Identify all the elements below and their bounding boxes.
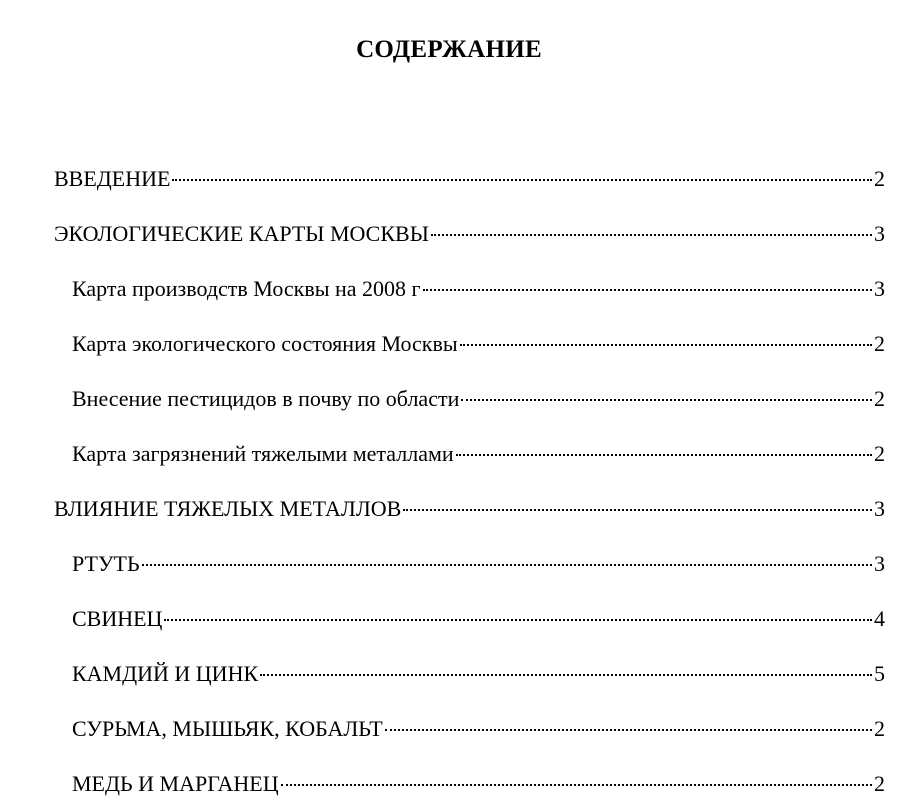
toc-entry-heavy-metals-influence[interactable] bbox=[54, 491, 885, 527]
toc-entry-pesticides[interactable] bbox=[72, 381, 885, 417]
toc-dot-leader bbox=[164, 619, 872, 621]
toc-page-number: 2 bbox=[874, 771, 885, 796]
toc-dot-leader bbox=[260, 674, 872, 676]
toc-entry-eco-maps[interactable] bbox=[54, 216, 885, 252]
toc-dot-leader bbox=[460, 344, 872, 346]
toc-page-number: 4 bbox=[874, 606, 885, 631]
toc-dot-leader bbox=[281, 784, 872, 786]
toc-entry-heavy-metal-map[interactable] bbox=[72, 436, 885, 472]
toc-entry-eco-state-map[interactable] bbox=[72, 326, 885, 362]
toc-page-number: 3 bbox=[874, 221, 885, 246]
toc-entry-text: РТУТЬ bbox=[72, 551, 140, 576]
toc-dot-leader bbox=[142, 564, 872, 566]
toc-dot-leader bbox=[456, 454, 872, 456]
toc-entry-text: ВВЕДЕНИЕ bbox=[54, 166, 171, 191]
toc-page-number: 3 bbox=[874, 496, 885, 521]
toc-title: СОДЕРЖАНИЕ bbox=[356, 36, 542, 63]
toc-entry-text: Внесение пестицидов в почву по области bbox=[72, 386, 460, 411]
toc-dot-leader bbox=[172, 179, 872, 181]
toc-dot-leader bbox=[461, 399, 872, 401]
toc-page-number: 2 bbox=[874, 166, 885, 191]
toc-entry-production-map[interactable] bbox=[72, 271, 885, 307]
toc-dot-leader bbox=[385, 729, 872, 731]
toc-entry-introduction[interactable] bbox=[54, 161, 885, 197]
toc-entry-text: МЕДЬ И МАРГАНЕЦ bbox=[72, 771, 279, 796]
toc-entry-antimony-arsenic-cobalt[interactable] bbox=[72, 711, 885, 747]
toc-entry-text: Карта экологического состояния Москвы bbox=[72, 331, 458, 356]
toc-entry-lead[interactable] bbox=[72, 601, 885, 637]
toc-entry-text: СУРЬМА, МЫШЬЯК, КОБАЛЬТ bbox=[72, 716, 383, 741]
toc-page-number: 2 bbox=[874, 441, 885, 466]
toc-dot-leader bbox=[423, 289, 872, 291]
toc-entry-mercury[interactable] bbox=[72, 546, 885, 582]
toc-entry-copper-manganese[interactable] bbox=[72, 766, 885, 802]
toc-entry-text: Карта загрязнений тяжелыми металлами bbox=[72, 441, 454, 466]
toc-page-number: 3 bbox=[874, 276, 885, 301]
toc-entry-cadmium-zinc[interactable] bbox=[72, 656, 885, 692]
toc-dot-leader bbox=[403, 509, 872, 511]
toc-page-number: 3 bbox=[874, 551, 885, 576]
toc-page-number: 5 bbox=[874, 661, 885, 686]
toc-page-number: 2 bbox=[874, 331, 885, 356]
toc-entry-text: ВЛИЯНИЕ ТЯЖЕЛЫХ МЕТАЛЛОВ bbox=[54, 496, 402, 521]
toc-entry-text: Карта производств Москвы на 2008 г bbox=[72, 276, 421, 301]
toc-entry-text: КАМДИЙ И ЦИНК bbox=[72, 661, 259, 686]
toc-page-number: 2 bbox=[874, 386, 885, 411]
toc-entry-text: ЭКОЛОГИЧЕСКИЕ КАРТЫ МОСКВЫ bbox=[54, 221, 429, 246]
toc-page-number: 2 bbox=[874, 716, 885, 741]
toc-entry-text: СВИНЕЦ bbox=[72, 606, 163, 631]
toc-dot-leader bbox=[431, 234, 872, 236]
